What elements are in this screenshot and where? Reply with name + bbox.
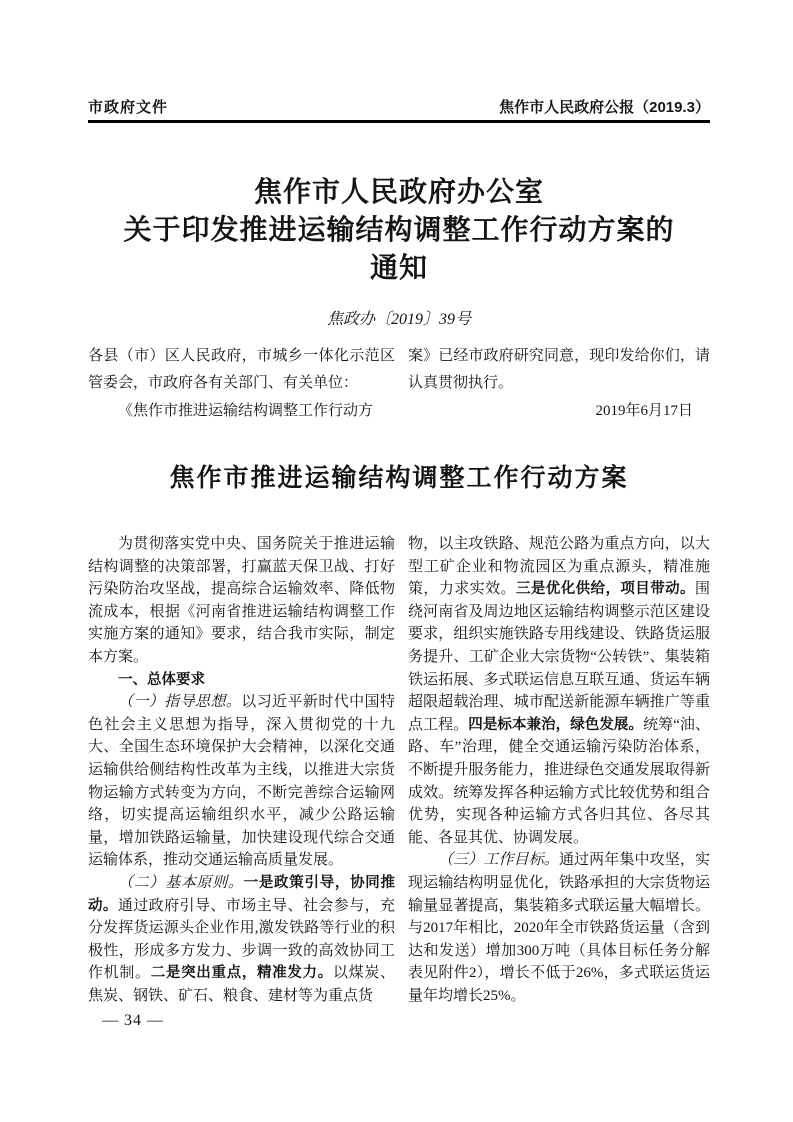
text-run-hei: 四是标本兼治，绿色发展。 xyxy=(468,716,644,733)
intro-column-right xyxy=(408,343,710,425)
notice-title-line-3: 通知 xyxy=(369,253,428,284)
text-run-normal: 各县（市）区人民政府，市城乡一体化示范区管委会，市政府各有关部门、有关单位： xyxy=(88,348,395,392)
body-column-left xyxy=(88,533,395,1007)
text-run-normal: 案》已经市政府研究同意，现印发给你们，请认真贯彻执行。 xyxy=(408,348,710,392)
doc-number: 焦政办〔2019〕39号 xyxy=(326,311,471,328)
notice-title xyxy=(68,174,730,288)
paragraph xyxy=(88,343,395,398)
header-doc-type: 市政府文件 xyxy=(88,99,169,116)
text-run-normal: 物，以主攻铁路、规范公路为重点方向，以大型工矿企业和物流园区为重点源头，精准施策，力求实效。 xyxy=(408,536,710,598)
paragraph xyxy=(408,533,710,849)
text-run-kai: （三）工作目标。 xyxy=(438,852,559,869)
text-run-normal: 通过政府引导、市场主导、社会参与，充分发挥货运源头企业作用,激发铁路等行业的积极性，形成多方发力、步调一致的高效协同工作机制。 xyxy=(88,897,395,982)
intro-column-left xyxy=(88,343,395,425)
body-column-right xyxy=(408,533,710,1007)
text-run-normal: 统筹“油、路、车”治理，健全交通运输污染防治体系，不断提升服务能力，推进绿色交通发展取得新成效。统筹发挥各种运输方式比较优势和组合优势，实现各种运输方式各归其位、各尽其能、各显其优、协调发展。 xyxy=(408,716,710,846)
header-rule xyxy=(88,120,710,123)
text-run-normal: 通过两年集中攻坚，实现运输结构明显优化，铁路承担的大宗货物运输量显著提高，集装箱多式联运量大幅增长。与2017年相比，2020年全市铁路货运量（含到达和发送）增加300万吨（具体目标任务分解表见附件2），增长不低于26%，多式联运货运量年均增长25%。 xyxy=(408,852,710,1004)
notice-title-line-2: 关于印发推进运输结构调整工作行动方案的 xyxy=(123,215,675,246)
plan-title: 焦作市推进运输结构调整工作行动方案 xyxy=(169,465,629,492)
page-number: — 34 — xyxy=(102,1012,164,1029)
notice-title-line-1: 焦作市人民政府办公室 xyxy=(253,177,544,208)
text-run-hei: 二是突出重点，精准发力。 xyxy=(150,965,333,982)
text-run-normal: 围绕河南省及周边地区运输结构调整示范区建设要求，组织实施铁路专用线建设、铁路货运服务提升、工矿企业大宗货物“公转铁”、集装箱铁运拓展、多式联运信息互联互通、货运车辆超限超载治理、城市配送新能源车辆推广等重点工程。 xyxy=(408,581,710,733)
text-run-hei: 一、总体要求 xyxy=(118,671,205,688)
text-run-normal: 《焦作市推进运输结构调整工作行动方 xyxy=(118,402,374,419)
text-run-normal: 以习近平新时代中国特色社会主义思想为指导，深入贯彻党的十九大、全国生态环境保护大会精神，以深化交通运输供给侧结构性改革为主线，以推进大宗货物运输方式转变为方向，不断完善综合运输网络，切实提高运输组织水平，减少公路运输量，增加铁路运输量，加快建设现代综合交通运输体系，推动交通运输高质量发展。 xyxy=(88,694,395,869)
paragraph xyxy=(88,398,395,425)
header-publication: 焦作市人民政府公报（2019.3） xyxy=(499,99,710,116)
text-run-normal: 为贯彻落实党中央、国务院关于推进运输结构调整的决策部署，打赢蓝天保卫战、打好污染防治攻坚战，提高综合运输效率、降低物流成本，根据《河南省推进运输结构调整工作实施方案的通知》要求，结合我市实际，制定本方案。 xyxy=(88,536,395,665)
text-run-hei: 一是政策引导，协同推动。 xyxy=(88,874,395,914)
paragraph xyxy=(88,691,395,872)
paragraph xyxy=(408,343,710,398)
paragraph xyxy=(88,533,395,669)
text-run-normal: 2019年6月17日 xyxy=(595,402,693,419)
paragraph xyxy=(88,872,395,1008)
text-run-kai: （二）基本原则。 xyxy=(118,874,244,891)
text-run-normal: 以煤炭、焦炭、钢铁、矿石、粮食、建材等为重点货 xyxy=(88,965,395,1004)
paragraph xyxy=(408,849,710,1007)
paragraph xyxy=(408,398,710,425)
text-run-kai: （一）指导思想。 xyxy=(118,694,242,711)
paragraph xyxy=(88,669,395,692)
text-run-hei: 三是优化供给，项目带动。 xyxy=(515,581,695,598)
